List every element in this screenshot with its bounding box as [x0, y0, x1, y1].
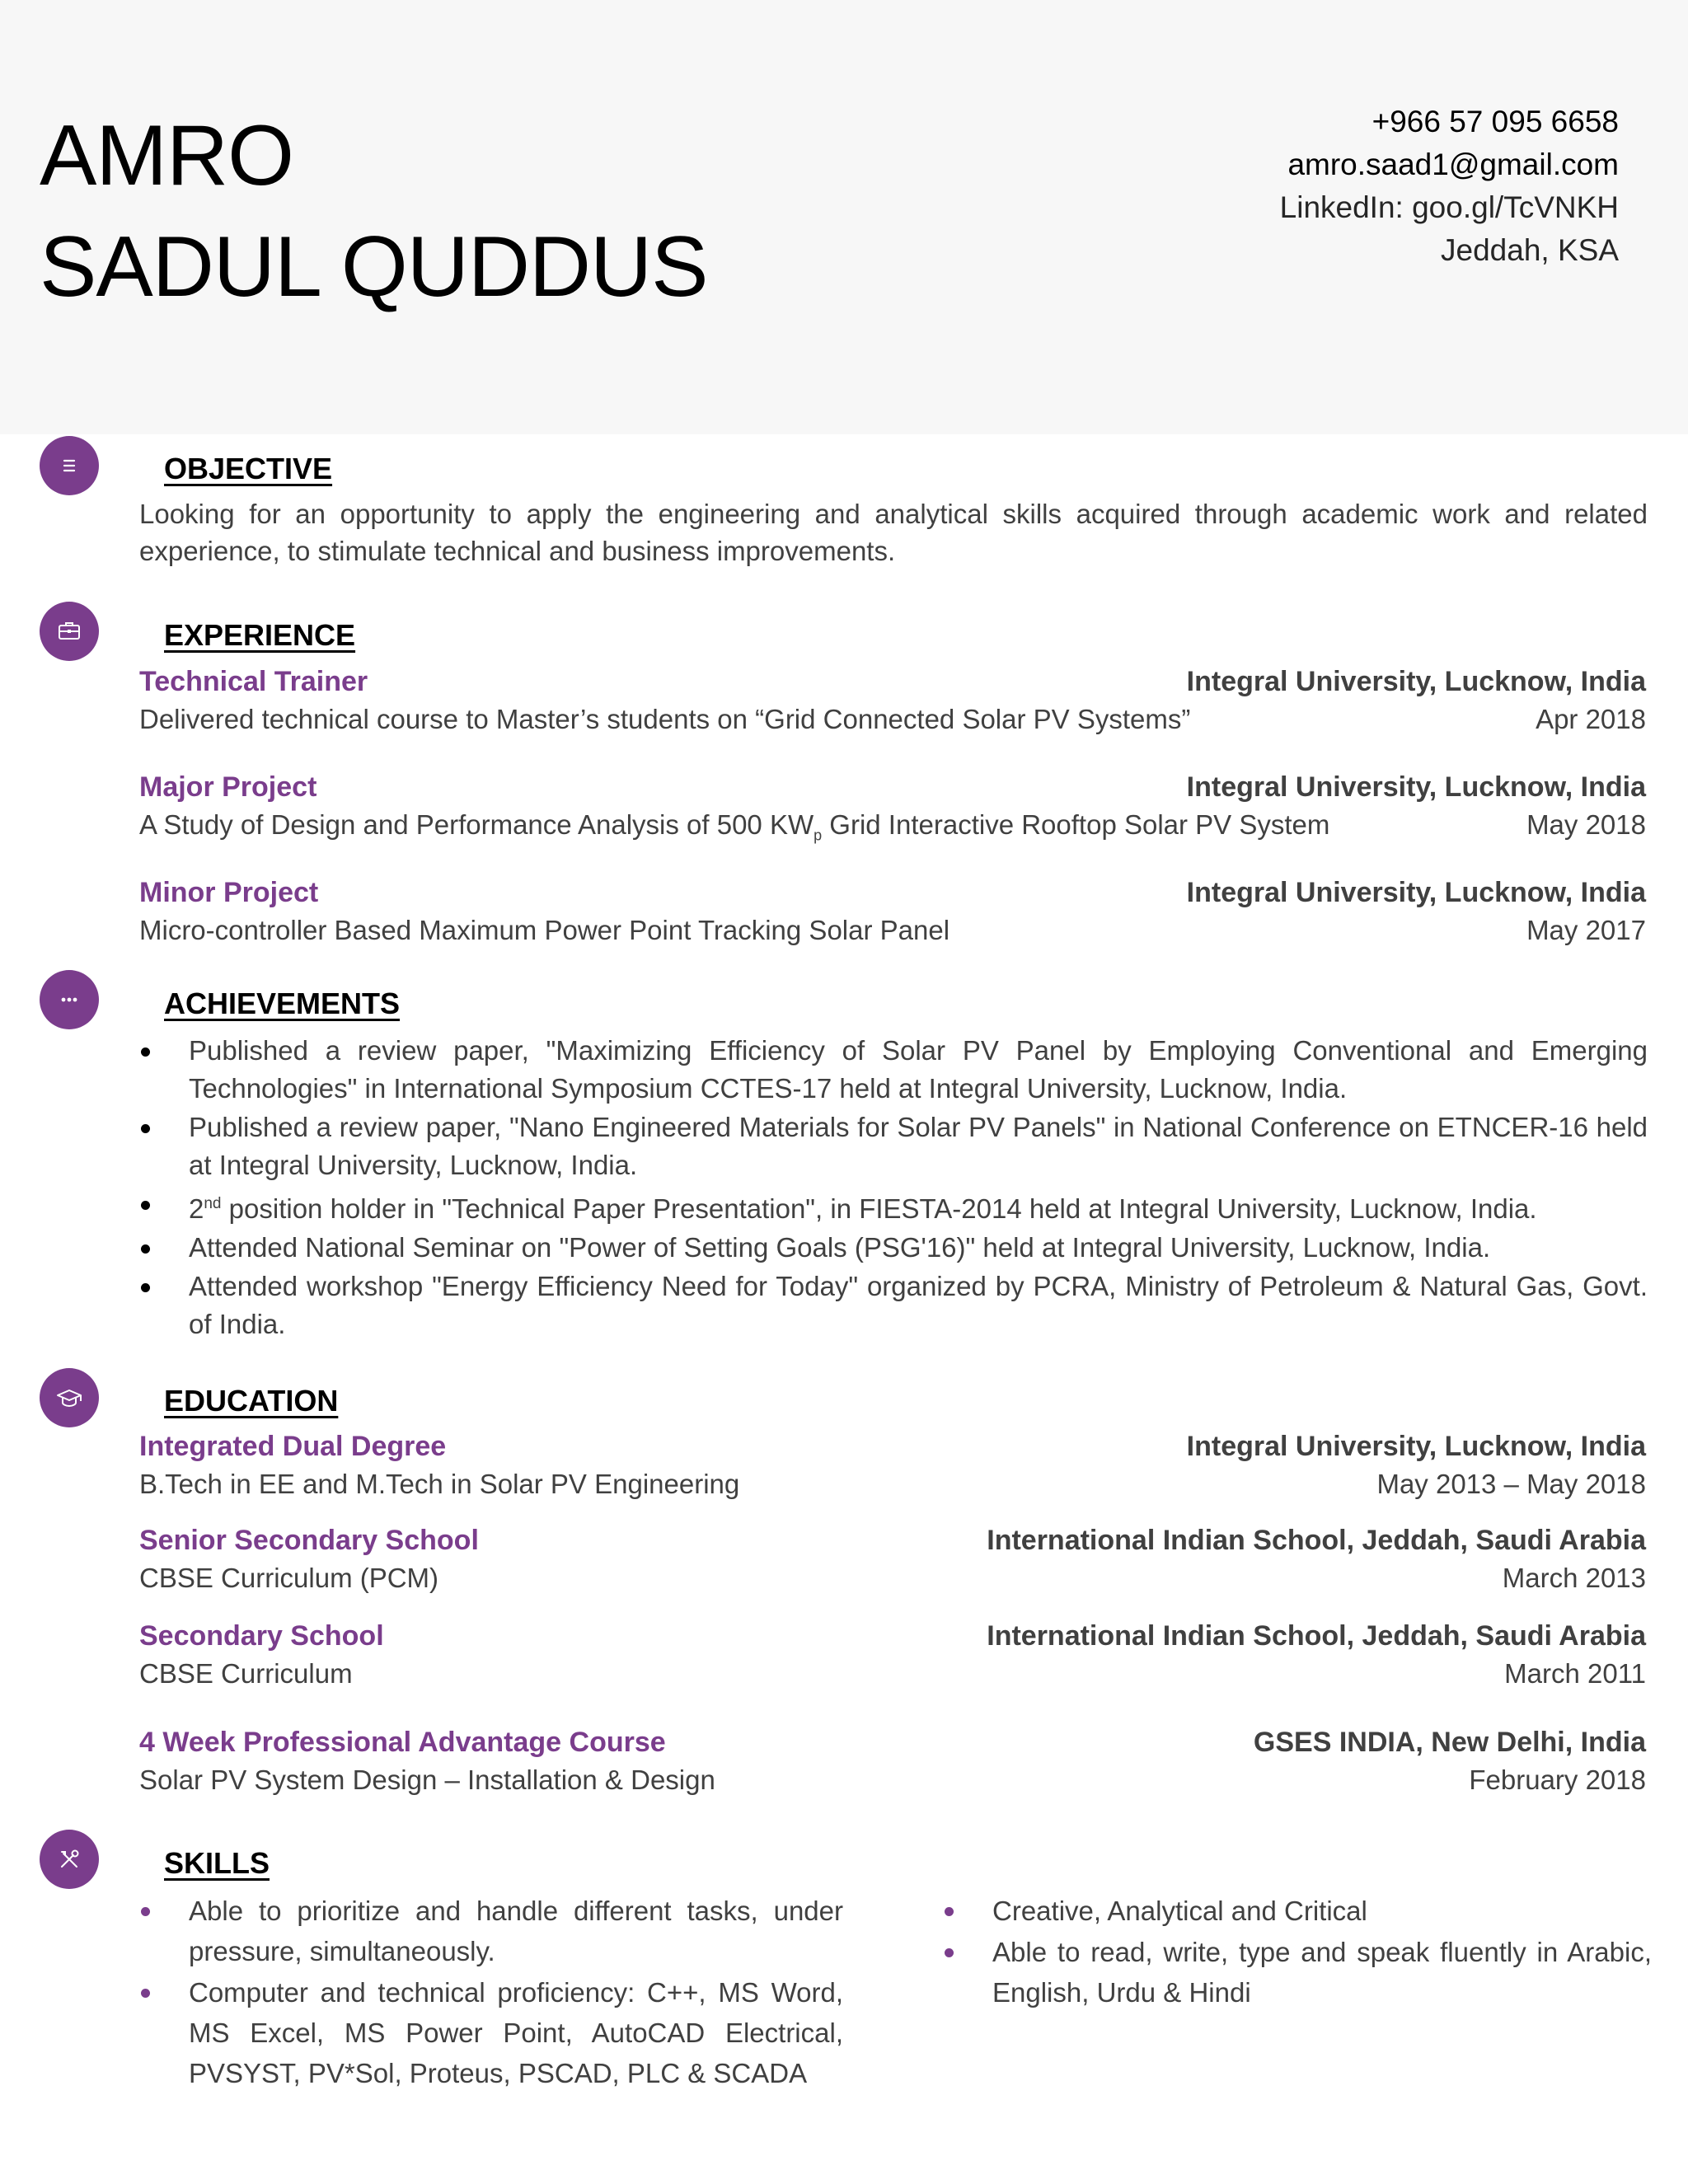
- tools-icon: [40, 1830, 99, 1889]
- first-name: AMRO: [40, 108, 293, 204]
- list-item: Able to prioritize and handle different tasks, under pressure, simultaneously.: [139, 1891, 843, 1971]
- experience-desc: A Study of Design and Performance Analysis of 500 $KW_p$ Grid Interactive Rooftop Solar PV System: [139, 809, 1330, 844]
- education-entry: [139, 1427, 1646, 1502]
- skills-title: SKILLS: [164, 1846, 270, 1880]
- experience-date: Apr 2018: [1536, 704, 1646, 734]
- experience-org: Integral University, Lucknow, India: [1186, 771, 1646, 803]
- education-desc: Solar PV System Design – Installation & Design: [139, 1765, 715, 1795]
- resume-header: [0, 0, 1688, 434]
- experience-entry: [139, 768, 1646, 855]
- list-item: Attended workshop "Energy Efficiency Need for Today" organized by PCRA, Ministry of Petroleum & Natural Gas, Govt. of India.: [139, 1268, 1648, 1343]
- education-date: March 2013: [1502, 1563, 1646, 1593]
- education-desc: CBSE Curriculum (PCM): [139, 1563, 439, 1593]
- education-school: GSES INDIA, New Delhi, India: [1253, 1727, 1646, 1758]
- location: Jeddah, KSA: [1441, 233, 1619, 267]
- education-date: May 2013 – May 2018: [1376, 1469, 1646, 1499]
- education-entry: [139, 1521, 1646, 1596]
- list-icon: [40, 436, 99, 495]
- experience-title: EXPERIENCE: [164, 618, 356, 652]
- achievements-title: ACHIEVEMENTS: [164, 987, 401, 1020]
- education-desc: B.Tech in EE and M.Tech in Solar PV Engineering: [139, 1469, 740, 1499]
- briefcase-icon: [40, 602, 99, 661]
- graduation-cap-icon: [40, 1368, 99, 1427]
- experience-entry: [139, 874, 1646, 949]
- achievements-list: [139, 1032, 1648, 1344]
- experience-role: Minor Project: [139, 877, 319, 908]
- experience-desc: Micro-controller Based Maximum Power Point Tracking Solar Panel: [139, 915, 950, 945]
- list-item: Published a review paper, "Nano Engineered Materials for Solar PV Panels" in National Conference on ETNCER-16 held at Integral University, Lucknow, India.: [139, 1108, 1648, 1184]
- skills-list-left: [139, 1891, 843, 2094]
- phone-number: +966 57 095 6658: [1372, 105, 1619, 138]
- skills-list-right: [943, 1891, 1652, 2013]
- education-desc: CBSE Curriculum: [139, 1658, 353, 1689]
- email-link[interactable]: amro.saad1@gmail.com: [1287, 148, 1619, 181]
- experience-org: Integral University, Lucknow, India: [1186, 666, 1646, 697]
- experience-org: Integral University, Lucknow, India: [1186, 877, 1646, 908]
- experience-role: Technical Trainer: [139, 666, 368, 697]
- education-degree: Integrated Dual Degree: [139, 1431, 447, 1462]
- education-title: EDUCATION: [164, 1384, 339, 1418]
- objective-text: Looking for an opportunity to apply the engineering and analytical skills acquired through academic work and related experience, to stimulate technical and business improvements.: [139, 499, 1648, 566]
- experience-date: May 2018: [1526, 809, 1646, 840]
- last-name: SADUL QUDDUS: [40, 219, 708, 315]
- list-item: Creative, Analytical and Critical: [943, 1891, 1652, 1931]
- education-entry: [139, 1617, 1646, 1692]
- linkedin-link[interactable]: LinkedIn: goo.gl/TcVNKH: [1279, 190, 1619, 224]
- contact-block: [1280, 101, 1619, 272]
- education-school: International Indian School, Jeddah, Saudi Arabia: [987, 1620, 1646, 1652]
- list-item: Computer and technical proficiency: C++, MS Word, MS Excel, MS Power Point, AutoCAD Electrical, PVSYST, PV*Sol, Proteus, PSCAD, PLC & SCADA: [139, 1972, 843, 2093]
- experience-date: May 2017: [1526, 915, 1646, 945]
- objective-title: OBJECTIVE: [164, 452, 333, 485]
- education-school: Integral University, Lucknow, India: [1186, 1431, 1646, 1462]
- experience-entry: [139, 663, 1646, 738]
- list-item: Able to read, write, type and speak fluently in Arabic, English, Urdu & Hindi: [943, 1932, 1652, 2013]
- list-item: Attended National Seminar on "Power of Setting Goals (PSG'16)" held at Integral University, Lucknow, India.: [139, 1229, 1648, 1267]
- education-date: March 2011: [1504, 1658, 1646, 1689]
- more-dots-icon: [40, 970, 99, 1029]
- list-item: Published a review paper, "Maximizing Efficiency of Solar PV Panel by Employing Conventional and Emerging Technologies" in International Symposium CCTES-17 held at Integral University, Lucknow, India.: [139, 1032, 1648, 1108]
- education-school: International Indian School, Jeddah, Saudi Arabia: [987, 1525, 1646, 1556]
- list-item: 2nd position holder in "Technical Paper Presentation", in FIESTA-2014 held at Integral University, Lucknow, India.: [139, 1185, 1648, 1228]
- education-degree: Secondary School: [139, 1620, 384, 1652]
- education-date: February 2018: [1469, 1765, 1646, 1795]
- education-degree: Senior Secondary School: [139, 1525, 479, 1556]
- education-degree: 4 Week Professional Advantage Course: [139, 1727, 666, 1758]
- education-entry: [139, 1723, 1646, 1798]
- experience-role: Major Project: [139, 771, 317, 803]
- experience-desc: Delivered technical course to Master’s students on “Grid Connected Solar PV Systems”: [139, 704, 1191, 734]
